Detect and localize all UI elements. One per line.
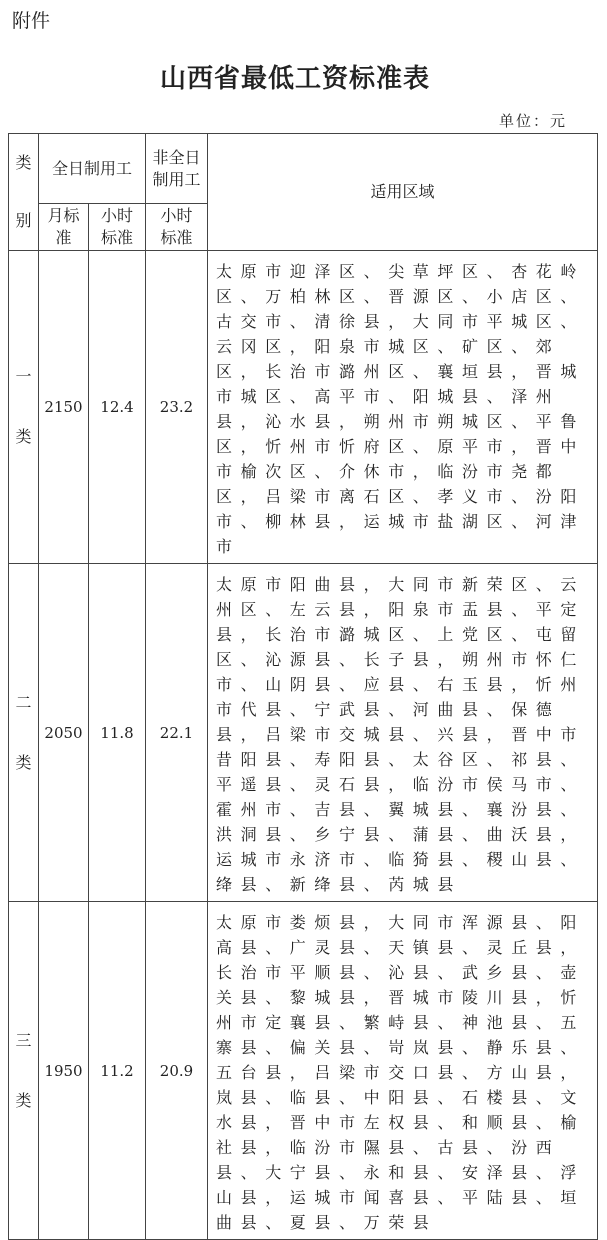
region-cell: 太原市阳曲县，大同市新荣区、云州区、左云县，阳泉市盂县、平定县，长治市潞城区、上党区、屯留区、沁源县、长子县，朔州市怀仁市、山阴县、应县、右玉县，忻州市代县、宁武县、河曲县、保德县，吕梁市交城县、兴县，晋中市昔阳县、寿阳县、太谷区、祁县、平遥县、灵石县，临汾市侯马市、霍州市、吉县、翼城县、襄汾县、洪洞县、乡宁县、蒲县、曲沃县，运城市永济市、临猗县、稷山县、绛县、新绛县、芮城县	[208, 564, 598, 902]
hourly-cell: 11.8	[89, 564, 146, 902]
header-hourly	[89, 204, 146, 251]
attachment-label: 附件	[12, 10, 51, 32]
category-cell	[9, 251, 39, 564]
header-full-time: 全日制用工	[39, 134, 146, 204]
monthly-cell: 2050	[39, 564, 89, 902]
header-monthly	[39, 204, 89, 251]
header-monthly-text: 月标准	[47, 206, 80, 247]
table-row	[9, 564, 598, 902]
category-text: 三类	[15, 1030, 32, 1110]
minimum-wage-table	[8, 133, 598, 1240]
table-row	[9, 251, 598, 564]
part-hourly-cell: 23.2	[146, 251, 208, 564]
monthly-cell: 1950	[39, 902, 89, 1240]
category-cell	[9, 564, 39, 902]
unit-label: 单位：元	[498, 112, 567, 130]
header-hourly-text: 小时标准	[100, 206, 133, 247]
header-part-time	[146, 134, 208, 204]
header-category-text: 类别	[15, 153, 32, 230]
part-hourly-cell: 20.9	[146, 902, 208, 1240]
category-cell	[9, 902, 39, 1240]
header-part-hourly	[146, 204, 208, 251]
part-hourly-cell: 22.1	[146, 564, 208, 902]
hourly-cell: 11.2	[89, 902, 146, 1240]
category-text: 一类	[15, 367, 32, 446]
region-cell: 太原市娄烦县，大同市浑源县、阳高县、广灵县、天镇县、灵丘县，长治市平顺县、沁县、武乡县、壶关县、黎城县，晋城市陵川县，忻州市定襄县、繁峙县、神池县、五寨县、偏关县、岢岚县、静乐县、五台县，吕梁市交口县、方山县，岚县、临县、中阳县、石楼县、文水县，晋中市左权县、和顺县、榆社县，临汾市隰县、古县、汾西县、大宁县、永和县、安泽县、浮山县，运城市闻喜县、平陆县、垣曲县、夏县、万荣县	[208, 902, 598, 1240]
table-row	[9, 902, 598, 1240]
monthly-cell: 2150	[39, 251, 89, 564]
header-part-time-text: 非全日制用工	[152, 147, 201, 189]
region-cell: 太原市迎泽区、尖草坪区、杏花岭区、万柏林区、晋源区、小店区、古交市、清徐县，大同市平城区、云冈区，阳泉市城区、矿区、郊区，长治市潞州区、襄垣县，晋城市城区、高平市、阳城县、泽州县，沁水县，朔州市朔城区、平鲁区，忻州市忻府区、原平市，晋中市榆次区、介休市，临汾市尧都区，吕梁市离石区、孝义市、汾阳市、柳林县，运城市盐湖区、河津市	[208, 251, 598, 564]
hourly-cell: 12.4	[89, 251, 146, 564]
page-title: 山西省最低工资标准表	[159, 64, 430, 94]
header-region: 适用区域	[208, 134, 598, 251]
header-category	[9, 134, 39, 251]
category-text: 二类	[15, 692, 32, 772]
header-part-hourly-text: 小时标准	[160, 206, 193, 247]
